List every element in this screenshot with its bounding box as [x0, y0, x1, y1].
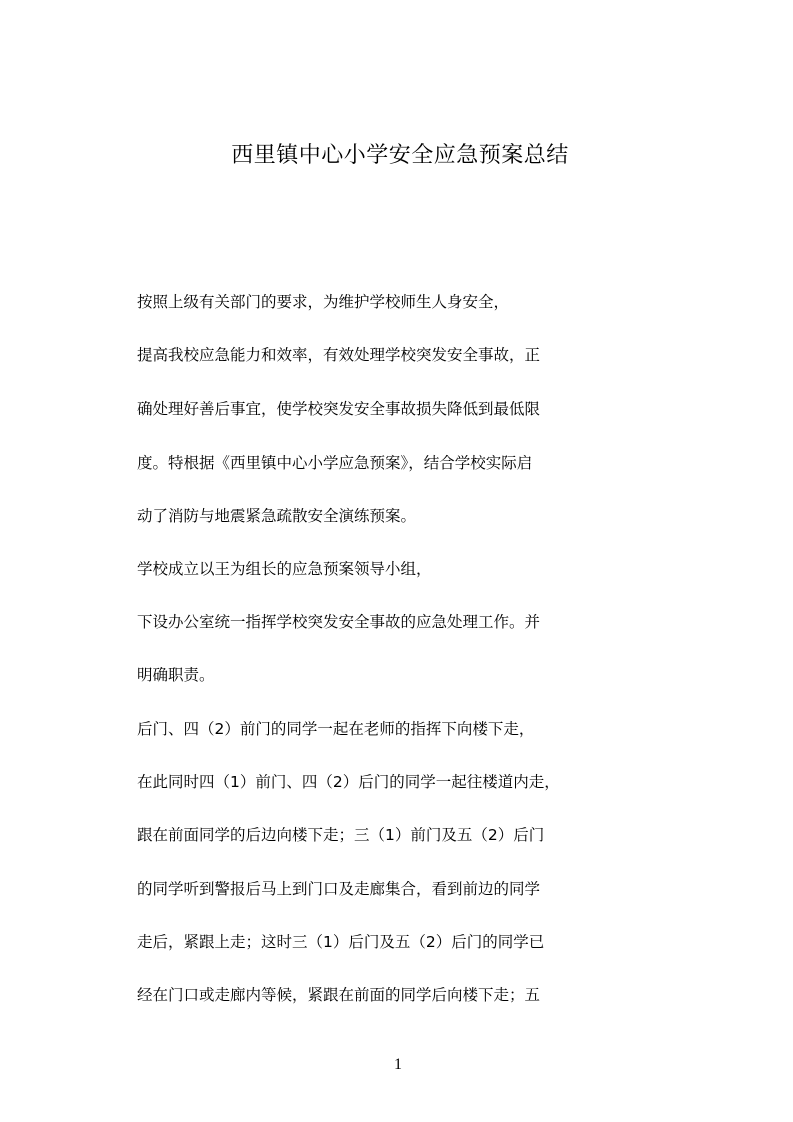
document-title: 西里镇中心小学安全应急预案总结: [231, 143, 569, 168]
body-line: 的同学听到警报后马上到门口及走廊集合，看到前边的同学: [137, 880, 541, 898]
body-line: 明确职责。: [137, 666, 215, 684]
body-line: 下设办公室统一指挥学校突发安全事故的应急处理工作。并: [137, 613, 541, 631]
page-number: 1: [394, 1056, 402, 1073]
body-line: 经在门口或走廊内等候，紧跟在前面的同学后向楼下走；五: [137, 986, 541, 1004]
body-line: 度。特根据《西里镇中心小学应急预案》，结合学校实际启: [137, 454, 533, 472]
body-line: 提高我校应急能力和效率，有效处理学校突发安全事故，正: [137, 346, 541, 364]
body-line: 在此同时四（1）前门、四（2）后门的同学一起往楼道内走，: [137, 773, 560, 791]
body-line: 后门、四（2）前门的同学一起在老师的指挥下向楼下走，: [137, 720, 535, 738]
body-line: 动了消防与地震紧急疏散安全演练预案。: [137, 507, 417, 525]
body-line: 确处理好善后事宜，使学校突发安全事故损失降低到最低限: [137, 400, 541, 418]
body-line: 走后，紧跟上走；这时三（1）后门及五（2）后门的同学已: [137, 933, 545, 951]
body-line: 学校成立以王为组长的应急预案领导小组，: [137, 560, 432, 578]
body-line: 按照上级有关部门的要求，为维护学校师生人身安全，: [137, 293, 510, 311]
body-line: 跟在前面同学的后边向楼下走；三（1）前门及五（2）后门: [137, 826, 545, 844]
